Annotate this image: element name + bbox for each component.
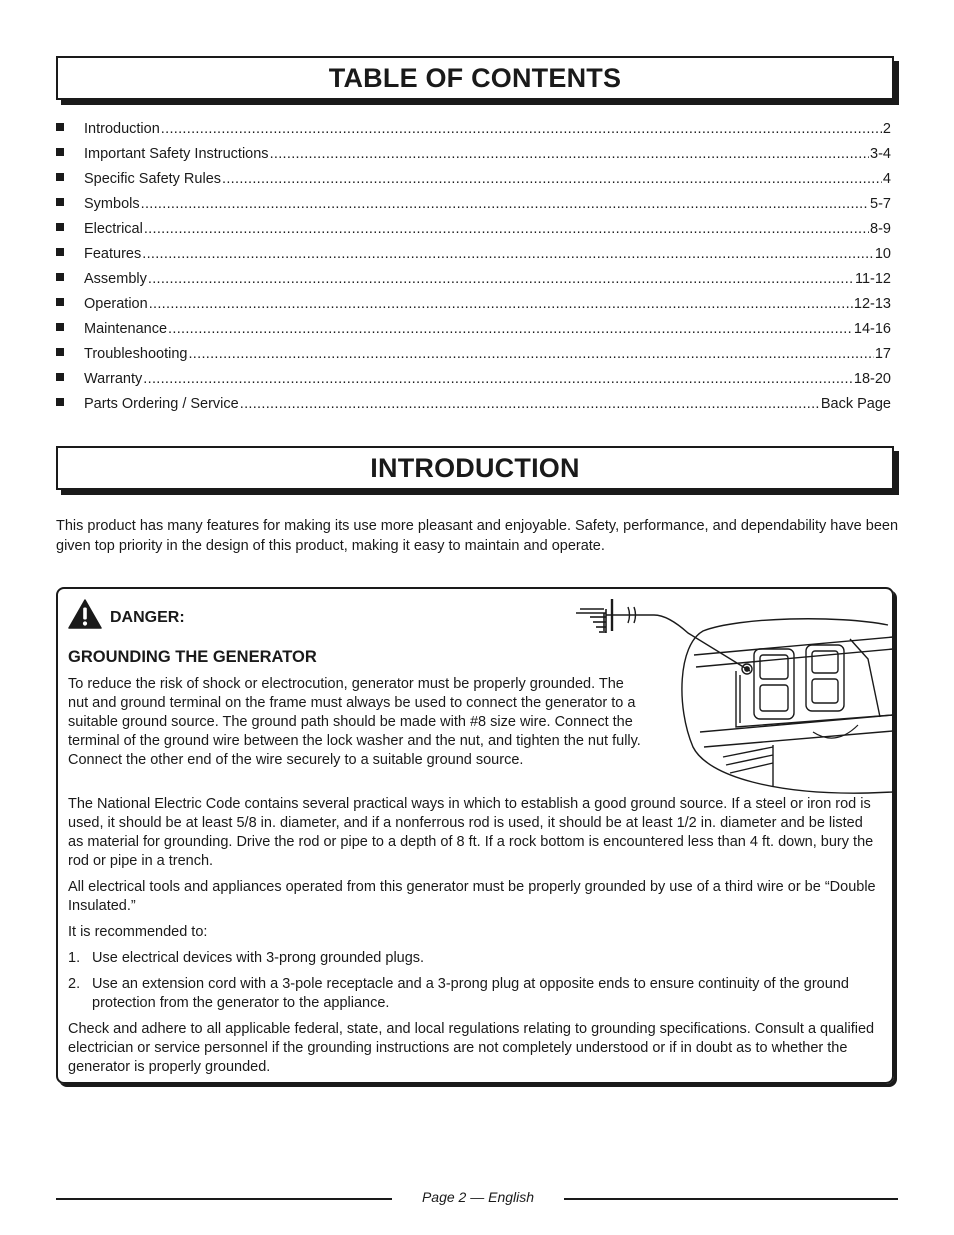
toc-entry-label: Specific Safety Rules	[84, 171, 222, 187]
toc-entry[interactable]	[56, 221, 891, 246]
leader-dots	[188, 346, 873, 362]
toc-entry[interactable]	[56, 271, 891, 296]
footer-page-label: Page 2 — English	[421, 1189, 535, 1205]
page-footer	[56, 1187, 898, 1207]
leader-dots	[142, 246, 874, 262]
list-number: 2.	[68, 976, 81, 992]
bullet-icon	[56, 123, 64, 131]
toc-entry[interactable]	[56, 346, 891, 371]
toc-entry-page: 14-16	[853, 321, 891, 337]
toc-entry-label: Maintenance	[84, 321, 168, 337]
danger-label: DANGER:	[110, 609, 185, 626]
toc-entry[interactable]	[56, 146, 891, 171]
toc-entry-label: Introduction	[84, 121, 160, 137]
introduction-header-box	[56, 446, 894, 490]
introduction-title: INTRODUCTION	[370, 452, 580, 483]
toc-entry-label: Electrical	[84, 221, 143, 237]
toc-list	[56, 121, 891, 421]
bullet-icon	[56, 323, 64, 331]
leader-dots	[141, 196, 869, 212]
grounding-paragraph-1: To reduce the risk of shock or electrocution, generator must be properly grounded. The nut and ground terminal on the frame must always be used to connect the generator to a suitable ground source. The ground path should be made with #8 size wire. Connect the terminal of the ground wire between the lock washer and the nut, and tighten the nut fully. Connect the other end of the wire securely to a suitable ground source.	[68, 676, 641, 768]
toc-entry-label: Symbols	[84, 196, 140, 212]
list-text: Use electrical devices with 3-prong grounded plugs.	[92, 950, 425, 966]
toc-entry-label: Important Safety Instructions	[84, 146, 269, 162]
list-item	[68, 949, 878, 968]
toc-entry-page: 11-12	[854, 271, 891, 287]
toc-entry-page: 18-20	[853, 371, 891, 387]
list-number: 1.	[68, 950, 81, 966]
list-item	[68, 975, 878, 1013]
toc-entry[interactable]	[56, 296, 891, 321]
toc-entry[interactable]	[56, 246, 891, 271]
toc-entry-page: 8-9	[870, 221, 891, 237]
toc-entry-label: Assembly	[84, 271, 147, 287]
leader-dots	[168, 321, 853, 337]
ground-symbol-icon	[576, 599, 750, 671]
toc-entry-page: 3-4	[870, 146, 891, 162]
toc-entry-label: Parts Ordering / Service	[84, 396, 239, 412]
toc-entry-label: Troubleshooting	[84, 346, 188, 362]
leader-dots	[240, 396, 820, 412]
danger-header	[68, 599, 185, 629]
toc-entry[interactable]	[56, 196, 891, 221]
grounding-heading: GROUNDING THE GENERATOR	[68, 648, 317, 666]
bullet-icon	[56, 298, 64, 306]
footer-rule-right	[564, 1198, 898, 1200]
toc-entry-page: 4	[882, 171, 891, 187]
leader-dots	[270, 146, 869, 162]
recommendation-list	[68, 949, 878, 1013]
toc-entry-page: 5-7	[870, 196, 891, 212]
bullet-icon	[56, 223, 64, 231]
bullet-icon	[56, 273, 64, 281]
footer-rule-left	[56, 1198, 392, 1200]
toc-header-box	[56, 56, 894, 100]
danger-body	[68, 795, 878, 1084]
toc-title: TABLE OF CONTENTS	[328, 62, 622, 93]
toc-entry-page: 10	[874, 246, 891, 262]
bullet-icon	[56, 373, 64, 381]
bullet-icon	[56, 248, 64, 256]
grounding-paragraph-2: The National Electric Code contains several practical ways in which to establish a good ground source. If a steel or iron rod is used, it should be at least 5/8 in. diameter, and if a nonferrous rod is used, it should be at least 1/2 in. diameter and be listed as material for grounding. Drive the rod or pipe to a depth of 8 ft. If a rock bottom is encountered less than 4 ft. down, bury the rod or pipe in a trench.	[68, 796, 874, 869]
toc-entry-label: Operation	[84, 296, 148, 312]
bullet-icon	[56, 198, 64, 206]
bullet-icon	[56, 173, 64, 181]
grounding-paragraph-3: All electrical tools and appliances operated from this generator must be properly grounded by use of a third wire or be “Double Insulated.”	[68, 879, 876, 914]
grounding-paragraph-4: It is recommended to:	[68, 924, 208, 940]
list-text: Use an extension cord with a 3-pole receptacle and a 3-prong plug at opposite ends to ensure continuity of the ground protection from the generator to the appliance.	[92, 976, 849, 1011]
bullet-icon	[56, 148, 64, 156]
toc-entry-page: Back Page	[820, 396, 891, 412]
introduction-text: This product has many features for making its use more pleasant and enjoyable. Safety, performance, and dependability have been given top priority in the design of this product, making it easy to maintain and operate.	[56, 518, 899, 554]
toc-entry-page: 12-13	[853, 296, 891, 312]
leader-dots	[144, 221, 869, 237]
danger-box	[56, 587, 894, 1084]
toc-entry[interactable]	[56, 371, 891, 396]
toc-entry[interactable]	[56, 171, 891, 196]
leader-dots	[148, 271, 854, 287]
leader-dots	[149, 296, 853, 312]
bullet-icon	[56, 398, 64, 406]
bullet-icon	[56, 348, 64, 356]
toc-entry-page: 2	[882, 121, 891, 137]
toc-entry[interactable]	[56, 321, 891, 346]
toc-entry-page: 17	[874, 346, 891, 362]
toc-entry-label: Warranty	[84, 371, 143, 387]
generator-panel	[682, 619, 893, 793]
warning-triangle-icon	[68, 599, 102, 629]
leader-dots	[143, 371, 853, 387]
grounding-paragraph-5: Check and adhere to all applicable federal, state, and local regulations relating to grounding specifications. Consult a qualified electrician or service personnel if the grounding instructions are not completely understood or if in doubt as to whether the generator is properly grounded.	[68, 1021, 875, 1075]
leader-dots	[161, 121, 882, 137]
leader-dots	[222, 171, 882, 187]
generator-ground-illustration	[568, 597, 893, 797]
toc-entry[interactable]	[56, 396, 891, 421]
toc-entry[interactable]	[56, 121, 891, 146]
toc-entry-label: Features	[84, 246, 142, 262]
